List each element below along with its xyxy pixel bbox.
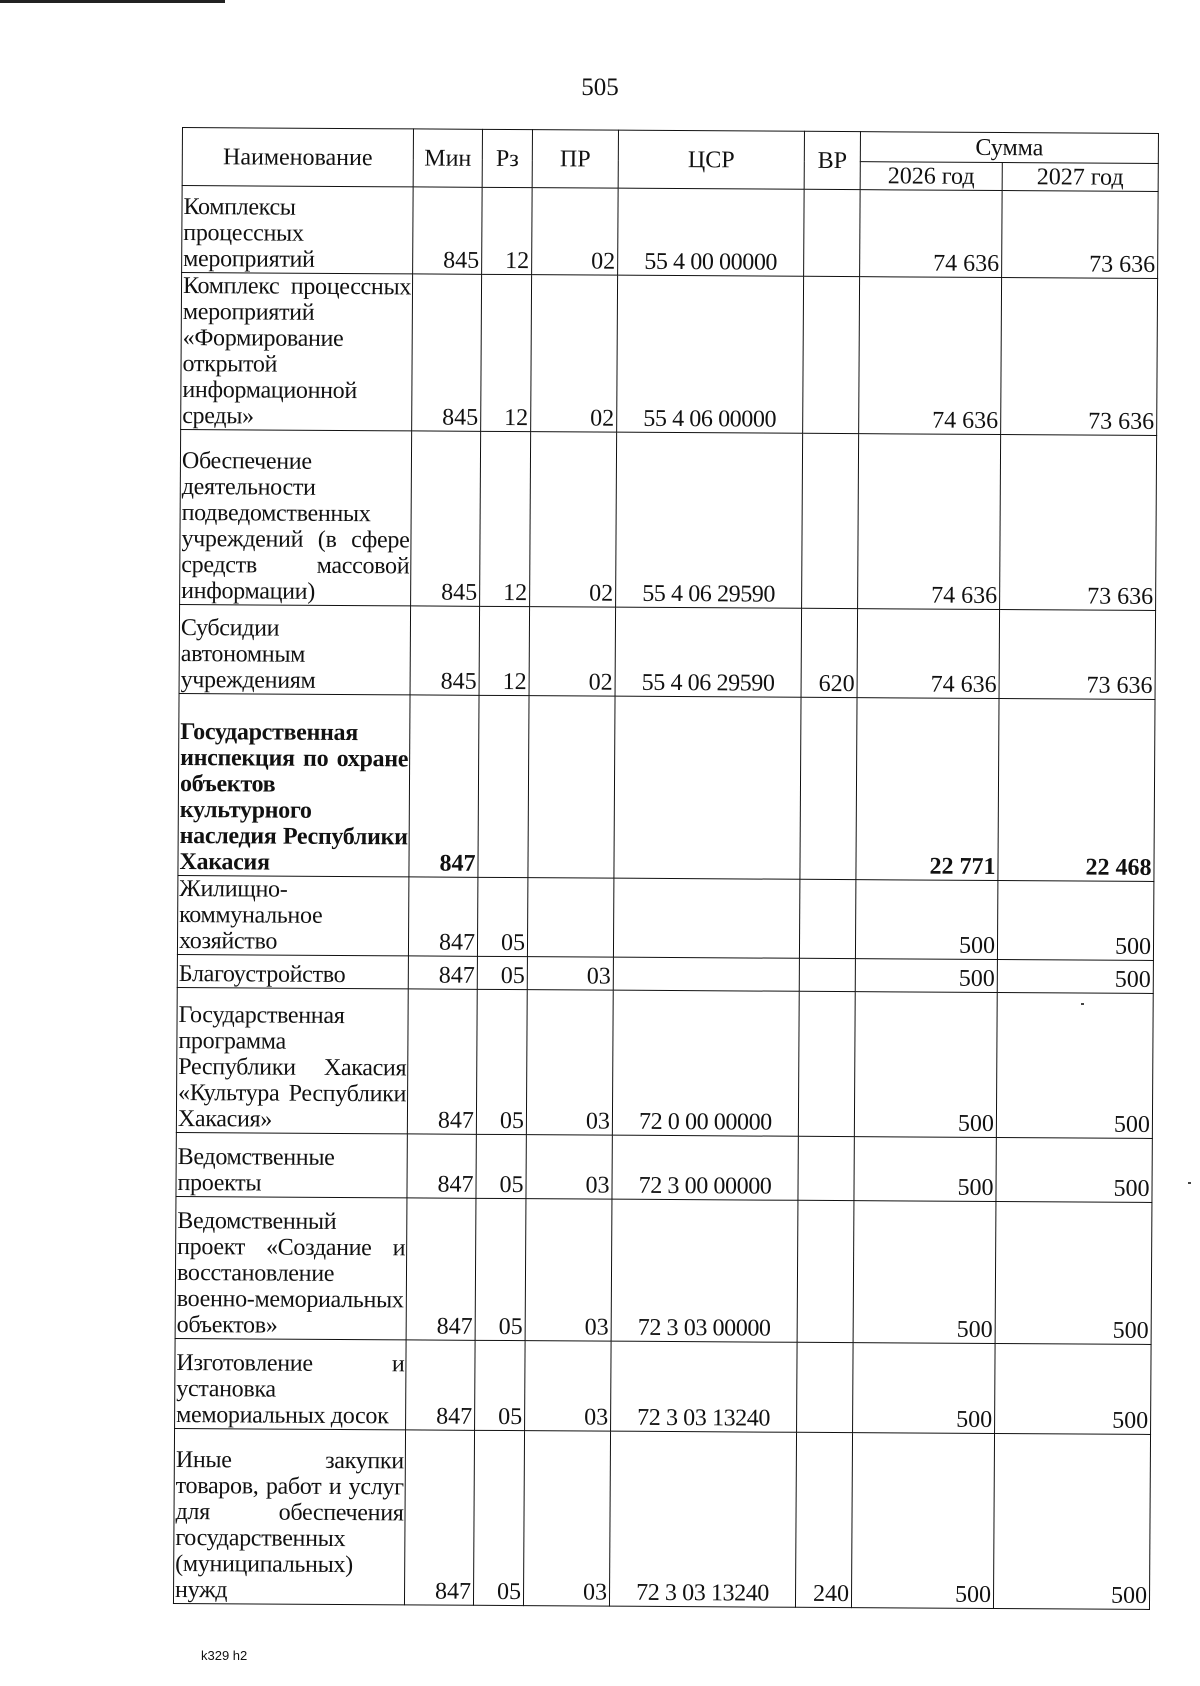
cell-min: 847 bbox=[407, 1134, 476, 1198]
cell-2027: 500 bbox=[995, 1343, 1152, 1434]
cell-csr: 55 4 00 00000 bbox=[618, 188, 805, 276]
cell-2026: 22 771 bbox=[856, 698, 999, 881]
cell-pr: 02 bbox=[529, 607, 616, 697]
cell-min: 845 bbox=[413, 187, 483, 274]
cell-2026: 500 bbox=[855, 880, 997, 960]
cell-2027: 500 bbox=[997, 959, 1153, 993]
cell-min: 847 bbox=[409, 695, 479, 877]
cell-csr: 72 0 00 00000 bbox=[612, 990, 799, 1136]
header-csr: ЦСР bbox=[618, 130, 804, 189]
cell-vr bbox=[797, 1200, 854, 1342]
cell-rz: 12 bbox=[479, 606, 530, 695]
cell-2027: 73 636 bbox=[1001, 278, 1158, 436]
budget-table bbox=[173, 127, 1159, 1610]
table-row bbox=[179, 604, 1156, 699]
cell-2026: 74 636 bbox=[860, 190, 1003, 278]
cell-2027: 500 bbox=[996, 992, 1153, 1138]
cell-2027: 500 bbox=[995, 1201, 1152, 1344]
header-name: Наименование bbox=[182, 128, 413, 187]
cell-pr: 02 bbox=[532, 188, 619, 276]
header-2026: 2026 год bbox=[860, 162, 1002, 191]
cell-rz: 05 bbox=[476, 989, 527, 1134]
cell-csr bbox=[614, 696, 801, 879]
cell-2027: 73 636 bbox=[1000, 435, 1157, 611]
cell-min: 845 bbox=[411, 431, 481, 606]
table-row bbox=[175, 1196, 1152, 1344]
scan-edge-mark bbox=[0, 0, 225, 3]
cell-rz: 05 bbox=[475, 1198, 526, 1340]
cell-2026: 500 bbox=[854, 1137, 996, 1202]
table-row bbox=[178, 693, 1155, 881]
cell-min: 847 bbox=[404, 1430, 474, 1605]
cell-min: 847 bbox=[408, 877, 477, 956]
table-row bbox=[182, 186, 1159, 279]
cell-csr bbox=[613, 957, 799, 991]
cell-vr bbox=[804, 189, 861, 276]
table-row bbox=[176, 1132, 1152, 1202]
cell-2026: 74 636 bbox=[859, 277, 1002, 435]
cell-min: 847 bbox=[408, 956, 477, 989]
table-row bbox=[175, 1338, 1152, 1434]
cell-csr: 72 3 03 00000 bbox=[611, 1199, 798, 1342]
cell-2026: 74 636 bbox=[858, 434, 1001, 610]
table-row bbox=[180, 429, 1157, 610]
cell-rz: 05 bbox=[475, 1340, 526, 1430]
table-row bbox=[173, 1428, 1150, 1609]
cell-name: Субсидии автономным учреждениям bbox=[179, 604, 411, 694]
cell-csr: 55 4 06 00000 bbox=[617, 275, 804, 433]
cell-csr: 72 3 03 13240 bbox=[609, 1431, 796, 1607]
cell-rz: 12 bbox=[480, 431, 531, 606]
cell-pr bbox=[527, 878, 613, 958]
header-pr: ПР bbox=[532, 130, 618, 189]
cell-2027: 73 636 bbox=[1002, 191, 1159, 279]
cell-2027: 73 636 bbox=[999, 610, 1156, 700]
cell-min: 845 bbox=[412, 274, 482, 431]
cell-pr: 03 bbox=[525, 1199, 612, 1342]
cell-2026: 500 bbox=[853, 1343, 996, 1434]
cell-min: 847 bbox=[407, 989, 477, 1134]
cell-vr bbox=[803, 276, 860, 433]
cell-2026: 500 bbox=[851, 1433, 994, 1609]
header-2027: 2027 год bbox=[1002, 163, 1158, 192]
cell-min: 847 bbox=[406, 1198, 476, 1340]
cell-csr: 55 4 06 29590 bbox=[616, 432, 803, 608]
cell-2026: 500 bbox=[853, 1201, 996, 1344]
cell-rz bbox=[478, 695, 529, 877]
budget-table-wrapper bbox=[173, 127, 1158, 1610]
cell-2026: 500 bbox=[855, 959, 997, 993]
cell-pr bbox=[528, 696, 615, 879]
cell-min: 847 bbox=[406, 1340, 476, 1430]
cell-name: Иные закупки товаров, работ и услуг для обеспечения государственных (муниципальных) нужд bbox=[173, 1428, 405, 1604]
cell-vr: 620 bbox=[801, 608, 858, 697]
cell-2027: 500 bbox=[993, 1433, 1150, 1609]
cell-pr: 03 bbox=[523, 1431, 610, 1607]
cell-pr: 03 bbox=[526, 990, 613, 1136]
cell-csr: 55 4 06 29590 bbox=[615, 607, 802, 697]
cell-rz: 05 bbox=[476, 1134, 526, 1198]
table-row bbox=[177, 875, 1153, 960]
scan-speck bbox=[1188, 1182, 1191, 1184]
cell-csr: 72 3 03 13240 bbox=[611, 1341, 798, 1432]
cell-rz: 05 bbox=[477, 956, 527, 989]
cell-vr bbox=[800, 697, 857, 879]
cell-csr: 72 3 00 00000 bbox=[612, 1135, 798, 1200]
cell-name: Жилищно-коммунальное хозяйство bbox=[177, 875, 408, 955]
cell-vr bbox=[797, 1342, 854, 1432]
table-row bbox=[177, 954, 1153, 993]
cell-2027: 500 bbox=[997, 880, 1153, 960]
cell-2027: 22 468 bbox=[998, 699, 1155, 882]
cell-vr bbox=[798, 1136, 854, 1200]
cell-csr bbox=[613, 878, 799, 958]
cell-2026: 500 bbox=[854, 992, 997, 1138]
page-number: 505 bbox=[581, 74, 619, 101]
cell-name: Изготовление и установка мемориальных досок bbox=[175, 1338, 407, 1429]
cell-pr: 02 bbox=[531, 275, 618, 433]
cell-name: Комплекс процессных мероприятий «Формирование открытой информационной среды» bbox=[182, 273, 412, 430]
cell-2026: 74 636 bbox=[857, 609, 1000, 699]
cell-name: Государственная программа Республики Хакасия «Культура Республики Хакасия» bbox=[176, 987, 408, 1133]
cell-name: Ведомственный проект «Создание и восстановление военно-мемориальных объектов» bbox=[175, 1196, 407, 1339]
cell-pr: 03 bbox=[527, 957, 613, 991]
table-row bbox=[181, 273, 1158, 436]
cell-vr bbox=[802, 433, 859, 608]
cell-rz: 05 bbox=[477, 877, 527, 956]
header-sum: Сумма bbox=[860, 132, 1158, 164]
cell-pr: 02 bbox=[530, 432, 617, 608]
cell-pr: 03 bbox=[525, 1341, 612, 1432]
cell-vr bbox=[798, 991, 855, 1136]
cell-name: Благоустройство bbox=[177, 954, 408, 988]
cell-min: 845 bbox=[410, 606, 480, 695]
header-vr: ВР bbox=[804, 131, 860, 189]
cell-vr: 240 bbox=[795, 1432, 852, 1607]
cell-rz: 12 bbox=[482, 187, 533, 274]
header-min: Мин bbox=[413, 129, 482, 187]
cell-rz: 05 bbox=[473, 1430, 524, 1605]
cell-name: Комплексы процессных мероприятий bbox=[182, 186, 414, 274]
cell-vr bbox=[799, 958, 855, 991]
cell-name: Обеспечение деятельности подведомственных учреждений (в сфере средств массовой информации) bbox=[180, 429, 412, 605]
cell-pr: 03 bbox=[526, 1135, 612, 1200]
cell-2027: 500 bbox=[996, 1137, 1152, 1202]
cell-name: Ведомственные проекты bbox=[176, 1132, 407, 1197]
footer-code: k329 h2 bbox=[201, 1648, 248, 1663]
cell-name: Государственная инспекция по охране объектов культурного наследия Республики Хакасия bbox=[178, 693, 410, 876]
header-rz: Рз bbox=[482, 129, 532, 187]
cell-vr bbox=[799, 879, 855, 958]
cell-rz: 12 bbox=[481, 274, 532, 431]
table-row bbox=[176, 987, 1153, 1138]
